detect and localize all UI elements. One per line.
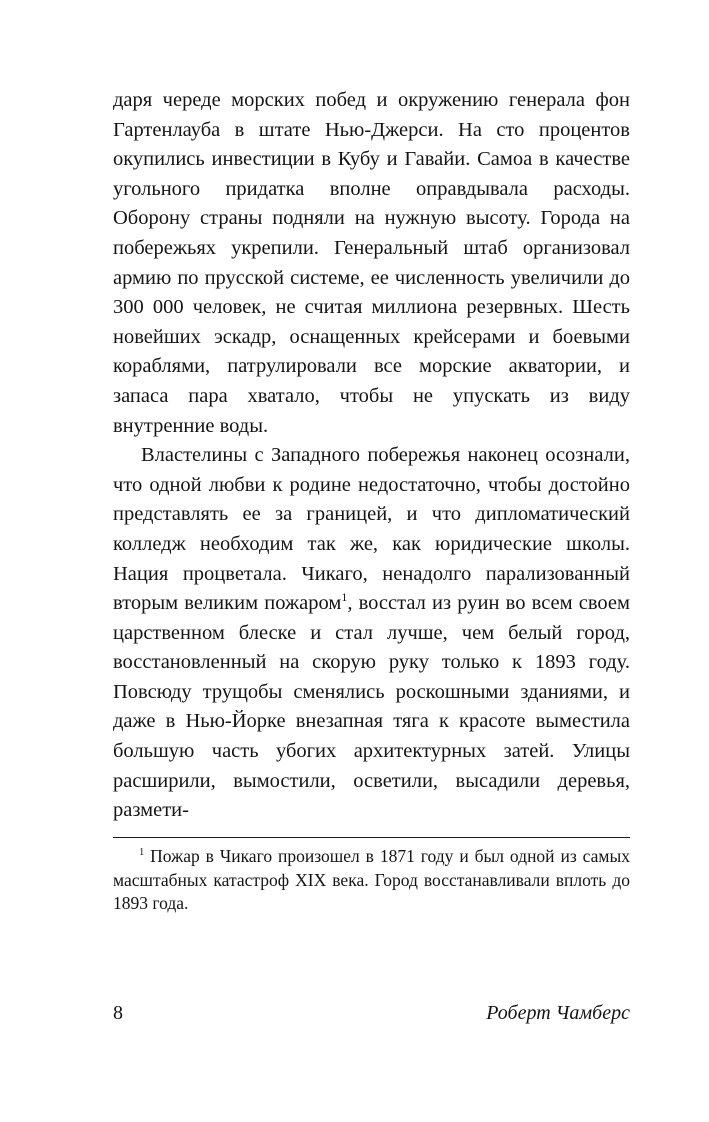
main-text-block — [113, 86, 630, 826]
footnote-reference-mark: 1 — [341, 590, 348, 605]
footnote-text: Пожар в Чикаго произошел в 1871 году и был одной из самых масштабных катастроф XIX века. Город восстанавливали вплоть до 1893 года. — [113, 845, 630, 914]
footnote-mark: 1 — [139, 847, 145, 859]
footnote-separator — [113, 837, 630, 838]
page-number: 8 — [113, 1002, 123, 1024]
paragraph-second — [113, 441, 630, 826]
paragraph-continuation: даря череде морских побед и окружению генерала фон Гартенлауба в штате Нью-Джерси. На сто процентов окупились инвестиции в Кубу и Гавайи. Самоа в качестве угольного придатка вполне оправдывала расходы. Оборону страны подняли на нужную высоту. Города на побережьях укрепили. Генеральный штаб организовал армию по прусской системе, ее численность увеличили до 300 000 человек, не считая миллиона резервных. Шесть новейших эскадр, оснащенных крейсерами и боевыми кораблями, патрулировали все морские акватории, и запаса пара хватало, чтобы не упускать из виду внутренние воды. — [113, 89, 630, 437]
page-footer — [113, 1002, 630, 1025]
footnote — [113, 845, 630, 916]
paragraph-second-before-ref: Властелины с Западного побережья наконец осознали, что одной любви к родине недостаточно, чтобы достойно представлять ее за границей, и что дипломатический колледж необходим так же, как юридические школы. Нация процветала. Чикаго, ненадолго парализованный вторым великим пожаром — [113, 444, 630, 615]
paragraph-second-after-ref: , восстал из руин во всем своем царственном блеске и стал лучше, чем белый город, восстановленный на скорую руку только к 1893 году. Повсюду трущобы сменялись роскошными зданиями, и даже в Нью-Йорке внезапная тяга к красоте выместила большую часть убогих архитектурных затей. Улицы расширили, вымостили, осветили, высадили деревья, размети- — [113, 592, 631, 822]
author-name: Роберт Чамберс — [486, 1002, 630, 1024]
